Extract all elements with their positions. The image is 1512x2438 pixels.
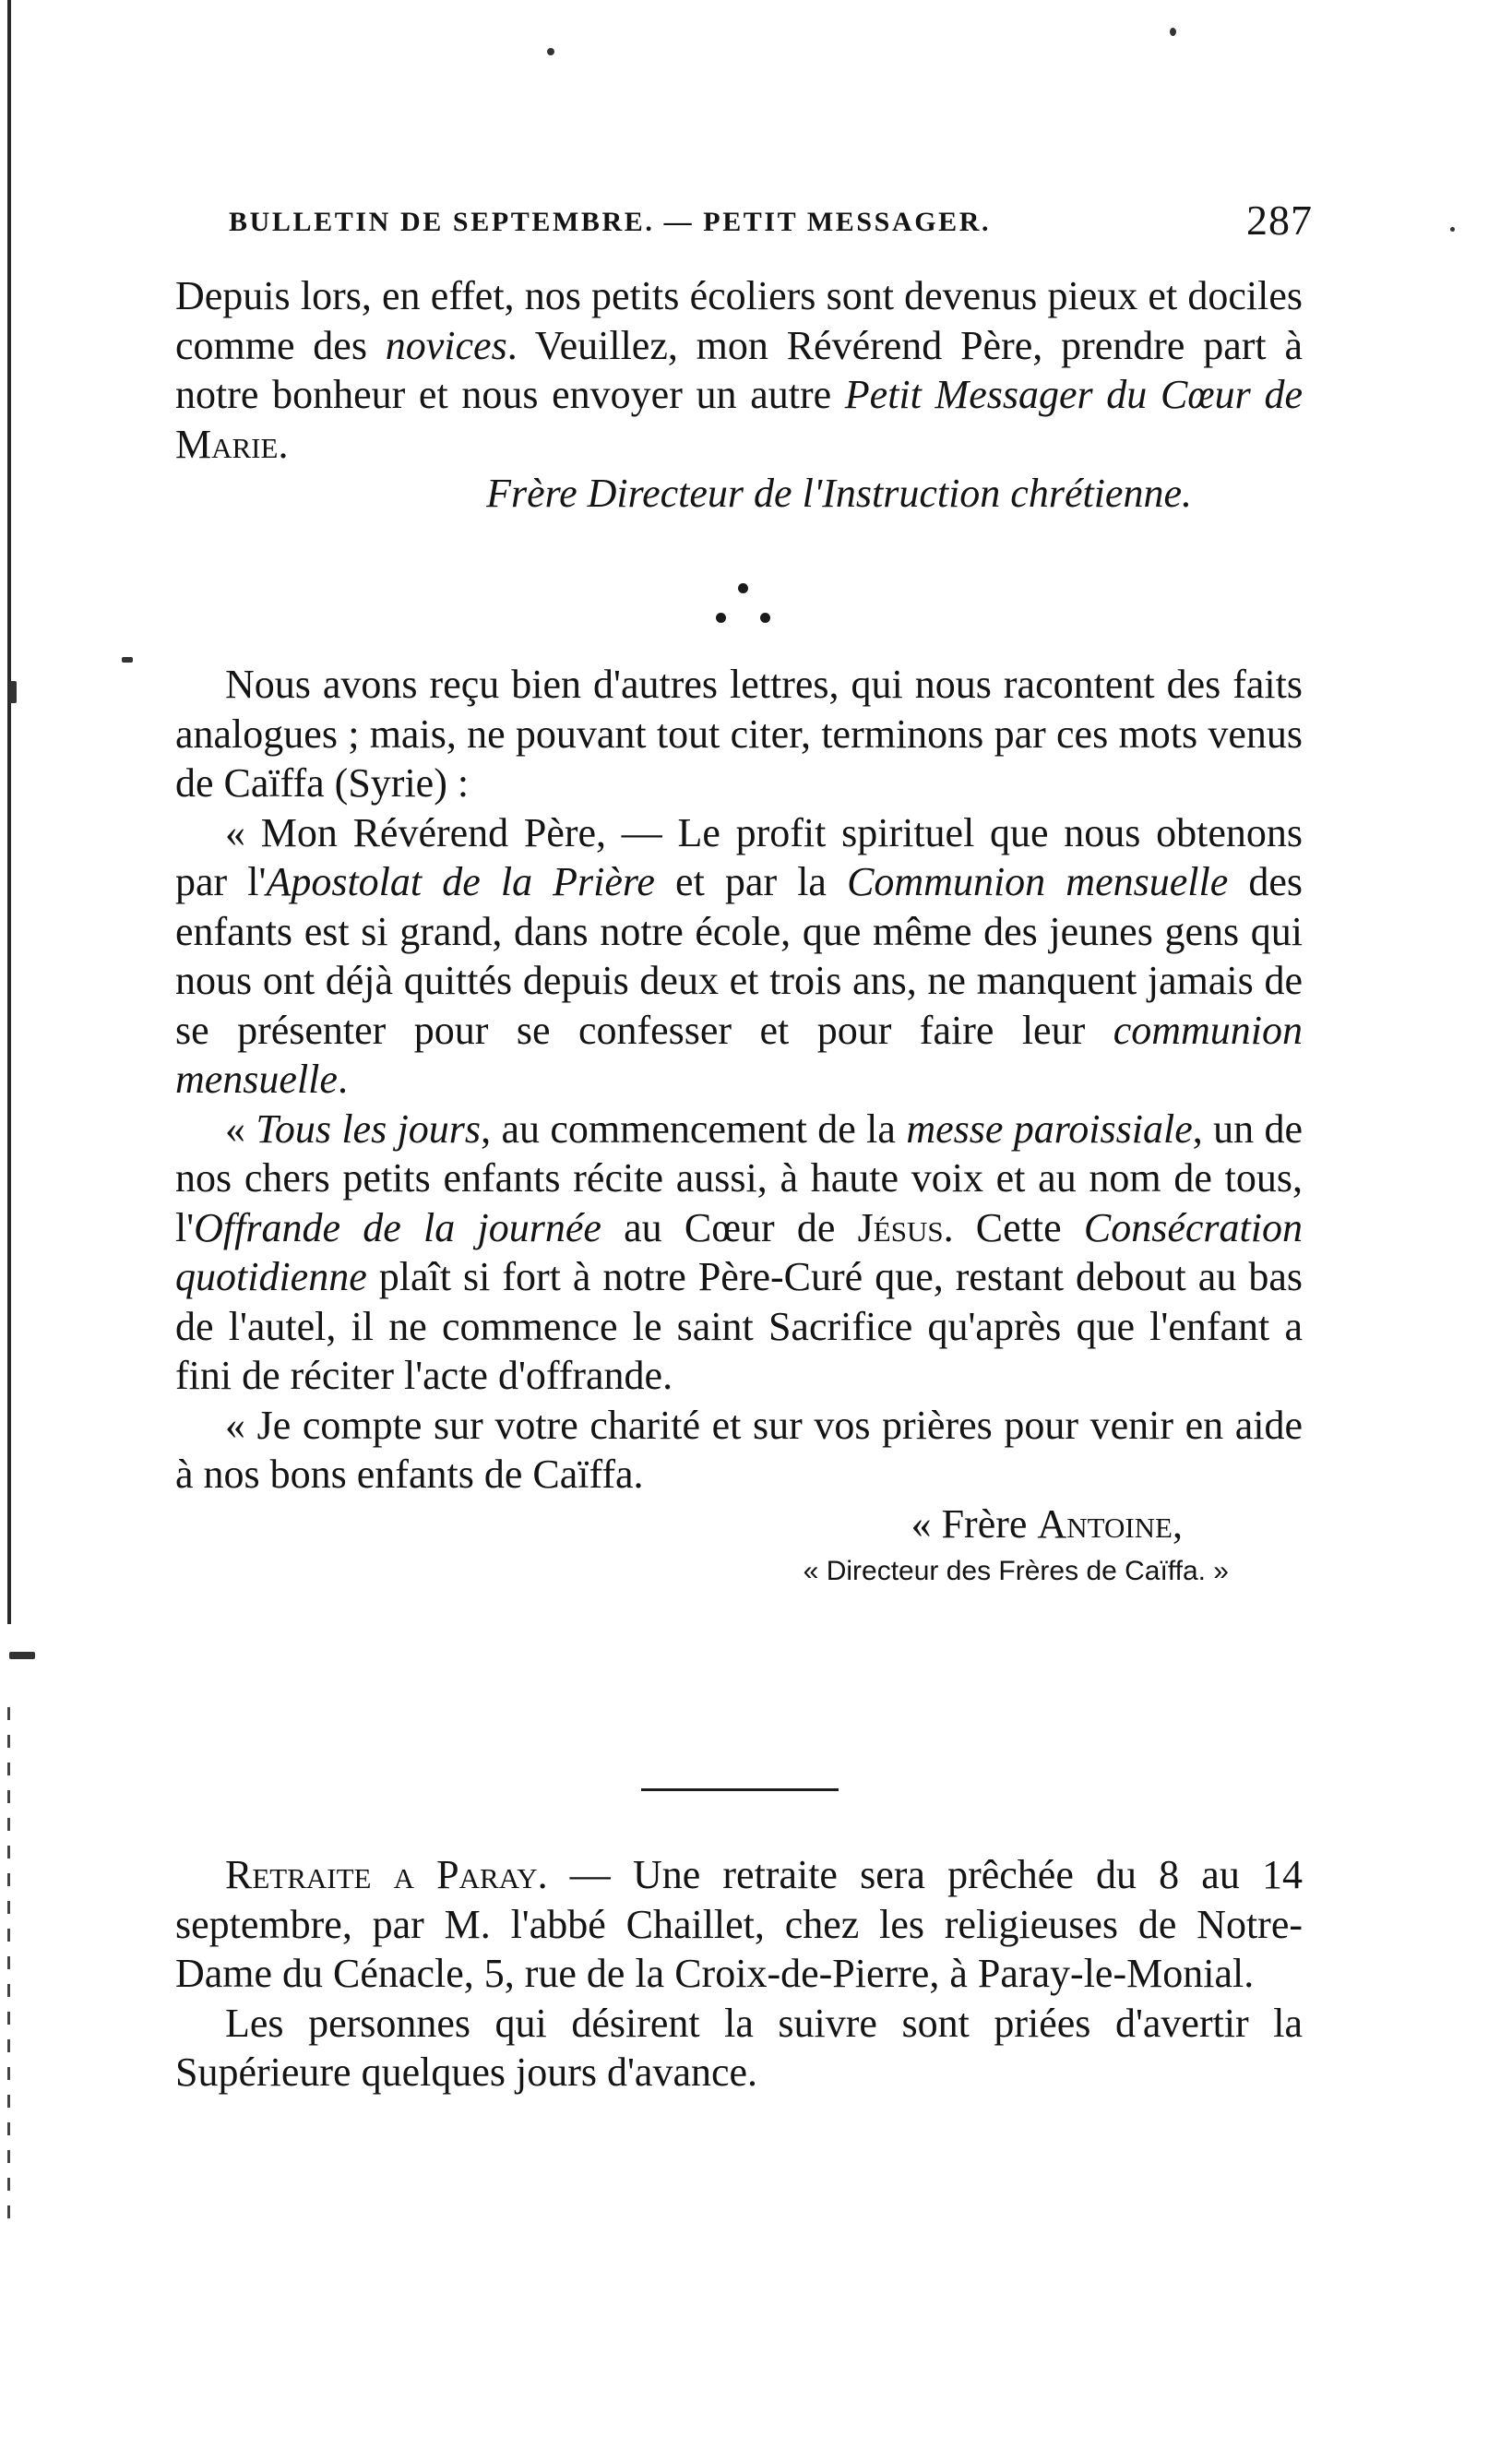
section-divider-rule (641, 1788, 839, 1791)
text-run: , (1173, 1500, 1183, 1547)
text-run: et par la (654, 859, 848, 904)
italic-run: messe paroissiale (906, 1105, 1193, 1152)
text-run: Depuis lors, en effet, nos petits écoliers sont devenus pieux et dociles comme des (175, 273, 1303, 368)
paragraph: Les personnes qui désirent la suivre sont priées d'avertir la Supérieure quelques jours d'avance. (175, 2000, 1303, 2095)
text-run: des enfants est si grand, dans notre école, que même des jeunes gens qui nous ont déjà quittés depuis deux et trois ans, ne manquent jamais de se présenter pour se confesser et pour faire leur (175, 859, 1303, 1053)
small-caps-run: Marie (175, 421, 279, 467)
italic-run: novices (385, 322, 507, 368)
scan-speck (1170, 28, 1176, 36)
text-run: « Frère (911, 1500, 1038, 1547)
text-run: , au commencement de la (481, 1105, 907, 1152)
text-run: — Une retraite sera prêchée du 8 au 14 septembre, par M. l'abbé Chaillet, chez les religieuses de Notre-Dame du Cénacle, 5, rue de la Croix-de-Pierre, à Paray-le-Monial. (175, 1852, 1303, 1996)
signature-name (175, 1500, 1303, 1549)
small-caps-run: Antoine (1037, 1500, 1173, 1547)
italic-run: communion mensuelle (175, 1007, 1303, 1102)
scan-edge-dashes (7, 1707, 10, 2224)
text-run: . (337, 1057, 348, 1102)
text-run: , un de nos chers petits enfants récite aussi, à haute voix et au nom de tous, l' (175, 1105, 1304, 1250)
running-head-title: BULLETIN DE SEPTEMBRE. — PETIT MESSAGER. (229, 207, 992, 237)
paragraph: Nous avons reçu bien d'autres lettres, qui nous racontent des faits analogues ; mais, ne pouvant tout citer, terminons par ces mots venus de Caïffa (Syrie) : (175, 662, 1303, 806)
section-1 (175, 271, 1303, 519)
text-run: « (225, 1105, 256, 1152)
text-run: plaît si fort à notre Père-Curé que, restant debout au bas de l'autel, il ne commence le saint Sacrifice qu'après que l'enfant a fini de réciter l'acte d'offrande. (175, 1254, 1303, 1398)
italic-run: Consécration quotidienne (175, 1204, 1303, 1299)
italic-run: Offrande de la journée (194, 1204, 601, 1250)
text-run: . Cette (943, 1204, 1084, 1250)
section-2 (175, 660, 1303, 1595)
section-3 (175, 1850, 1303, 2097)
paragraph (175, 1850, 1303, 1999)
paragraph (175, 1105, 1303, 1401)
section-heading: Retraite a Paray. (225, 1852, 548, 1897)
asterism-dot (738, 583, 748, 593)
text-run: « Mon Révérend Père, — Le profit spirituel que nous obtenons par l' (175, 809, 1303, 904)
asterism-dot (760, 613, 770, 623)
signature-title: « Directeur des Frères de Caïffa. » (803, 1556, 1229, 1586)
paragraph (175, 808, 1303, 1105)
scan-edge-line (7, 0, 11, 1624)
italic-run: Tous les jours (256, 1105, 482, 1152)
signature-directeur: Frère Directeur de l'Instruction chrétienne. (486, 471, 1192, 516)
italic-run: Apostolat de la Prière (266, 859, 655, 904)
page-number: 287 (1246, 197, 1313, 244)
small-caps-run: Jésus (857, 1204, 944, 1250)
text-run: au Cœur de (601, 1204, 858, 1250)
asterism-divider (701, 576, 784, 631)
paragraph: « Je compte sur votre charité et sur vos prières pour venir en aide à nos bons enfants de Caïffa. (175, 1402, 1303, 1497)
scan-speck (9, 681, 17, 703)
running-header (229, 196, 1313, 251)
paragraph (175, 271, 1303, 469)
italic-run: Petit Messager du Cœur de (844, 372, 1303, 417)
scan-speck (122, 657, 133, 663)
text-run: . (278, 421, 289, 467)
scan-speck (547, 48, 554, 55)
asterism-dot (716, 613, 726, 623)
italic-run: Communion mensuelle (847, 859, 1229, 904)
scan-speck (1450, 227, 1455, 232)
text-run: . Veuillez, mon Révérend Père, prendre part à notre bonheur et nous envoyer un autre (175, 322, 1303, 417)
scan-speck (9, 1652, 35, 1659)
